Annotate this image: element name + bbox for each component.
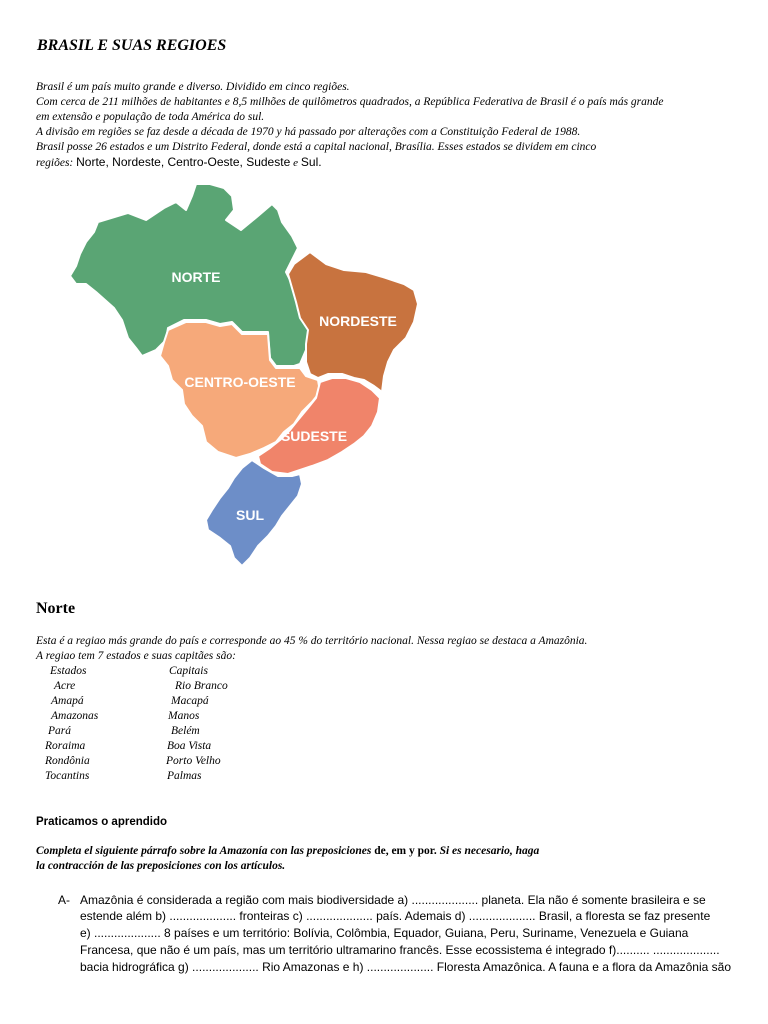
column-header-capitais: Capitais [169, 665, 208, 677]
exercise-line: Amazônia é considerada a região com mais biodiversidade a) .................... planeta. Ela não é somente brasileira e se [80, 893, 706, 907]
capital-name: Manos [168, 710, 200, 722]
norte-text-2: A regiao tem 7 estados e suas capitães são: [36, 650, 236, 662]
intro-line-2: Com cerca de 211 milhões de habitantes e 8,5 milhões de quilômetros quadrados, a República Federativa de Brasil é o país más grande [36, 96, 664, 108]
page-title: BRASIL E SUAS REGIOES [37, 37, 227, 54]
state-name: Roraima [45, 740, 86, 752]
intro-line-4: A divisão em regiões se faz desde a década de 1970 y há passado por alterações com a Constituição Federal de 1988. [36, 126, 581, 138]
intro-line-1: Brasil é um país muito grande e diverso. Dividido em cinco regiões. [36, 81, 350, 93]
instruction-line-2: la contracción de las preposiciones con los artículos. [36, 860, 286, 872]
regions-list-a: Norte, Nordeste, Centro-Oeste, Sudeste [76, 155, 291, 169]
instruction-text-c: Si es necesario, haga [439, 845, 540, 857]
norte-text-1: Esta é a regiao más grande do país e corresponde ao 45 % do território nacional. Nessa regiao se destaca a Amazônia. [36, 635, 588, 647]
regions-and: e [293, 157, 299, 169]
instruction-prepositions: de, em y por. [374, 845, 437, 857]
capital-name: Rio Branco [175, 680, 228, 692]
exercise-line: bacia hidrográfica g) .................... Rio Amazonas e h) .................... Floresta Amazônica. A fauna e a flora da Amazônia são [80, 960, 731, 974]
regions-list-b: Sul. [300, 155, 322, 169]
intro-line-3: em extensão e população de toda América do sul. [36, 111, 265, 123]
label-nordeste: NORDESTE [319, 313, 397, 329]
intro-line-5: Brasil posse 26 estados e um Distrito Federal, donde está a capital nacional, Brasília. Esses estados se dividem em cinco [36, 141, 597, 153]
label-sul: SUL [236, 507, 264, 523]
regions-prefix: regiões: [36, 157, 74, 169]
exercise-line: estende além b) .................... fronteiras c) .................... país. Ademais d) .................... Brasil, a floresta se faz presente [80, 909, 711, 923]
state-name: Acre [54, 680, 76, 692]
capital-name: Porto Velho [166, 755, 221, 767]
exercise-line: Francesa, que não é um país, mas um território ultramarino francês. Esse ecossistema é integrado f).......... .................... [80, 943, 720, 957]
intro-line-6 [36, 155, 322, 169]
instruction-text-a: Completa el siguiente párrafo sobre la Amazonía con las preposiciones [36, 845, 372, 857]
capital-name: Boa Vista [167, 740, 212, 752]
state-name: Pará [48, 725, 71, 737]
capital-name: Macapá [171, 695, 209, 707]
label-norte: NORTE [171, 269, 221, 285]
brazil-regions-map [36, 180, 436, 580]
state-name: Amazonas [51, 710, 99, 722]
state-name: Rondônia [45, 755, 90, 767]
capital-name: Belém [171, 725, 200, 737]
exercise-line: e) .................... 8 países e um território: Bolívia, Colômbia, Equador, Guiana, Peru, Suriname, Venezuela e Guiana [80, 926, 689, 940]
practice-heading: Praticamos o aprendido [36, 816, 168, 828]
section-heading-norte: Norte [36, 600, 76, 617]
capital-name: Palmas [167, 770, 202, 782]
instruction-line-1 [36, 844, 539, 859]
column-header-estados: Estados [50, 665, 87, 677]
label-centro-oeste: CENTRO-OESTE [184, 374, 296, 390]
exercise-letter: A- [58, 893, 70, 907]
state-name: Amapá [51, 695, 84, 707]
label-sudeste: SUDESTE [280, 428, 348, 444]
state-name: Tocantins [45, 770, 90, 782]
exercise-instructions [36, 844, 539, 874]
